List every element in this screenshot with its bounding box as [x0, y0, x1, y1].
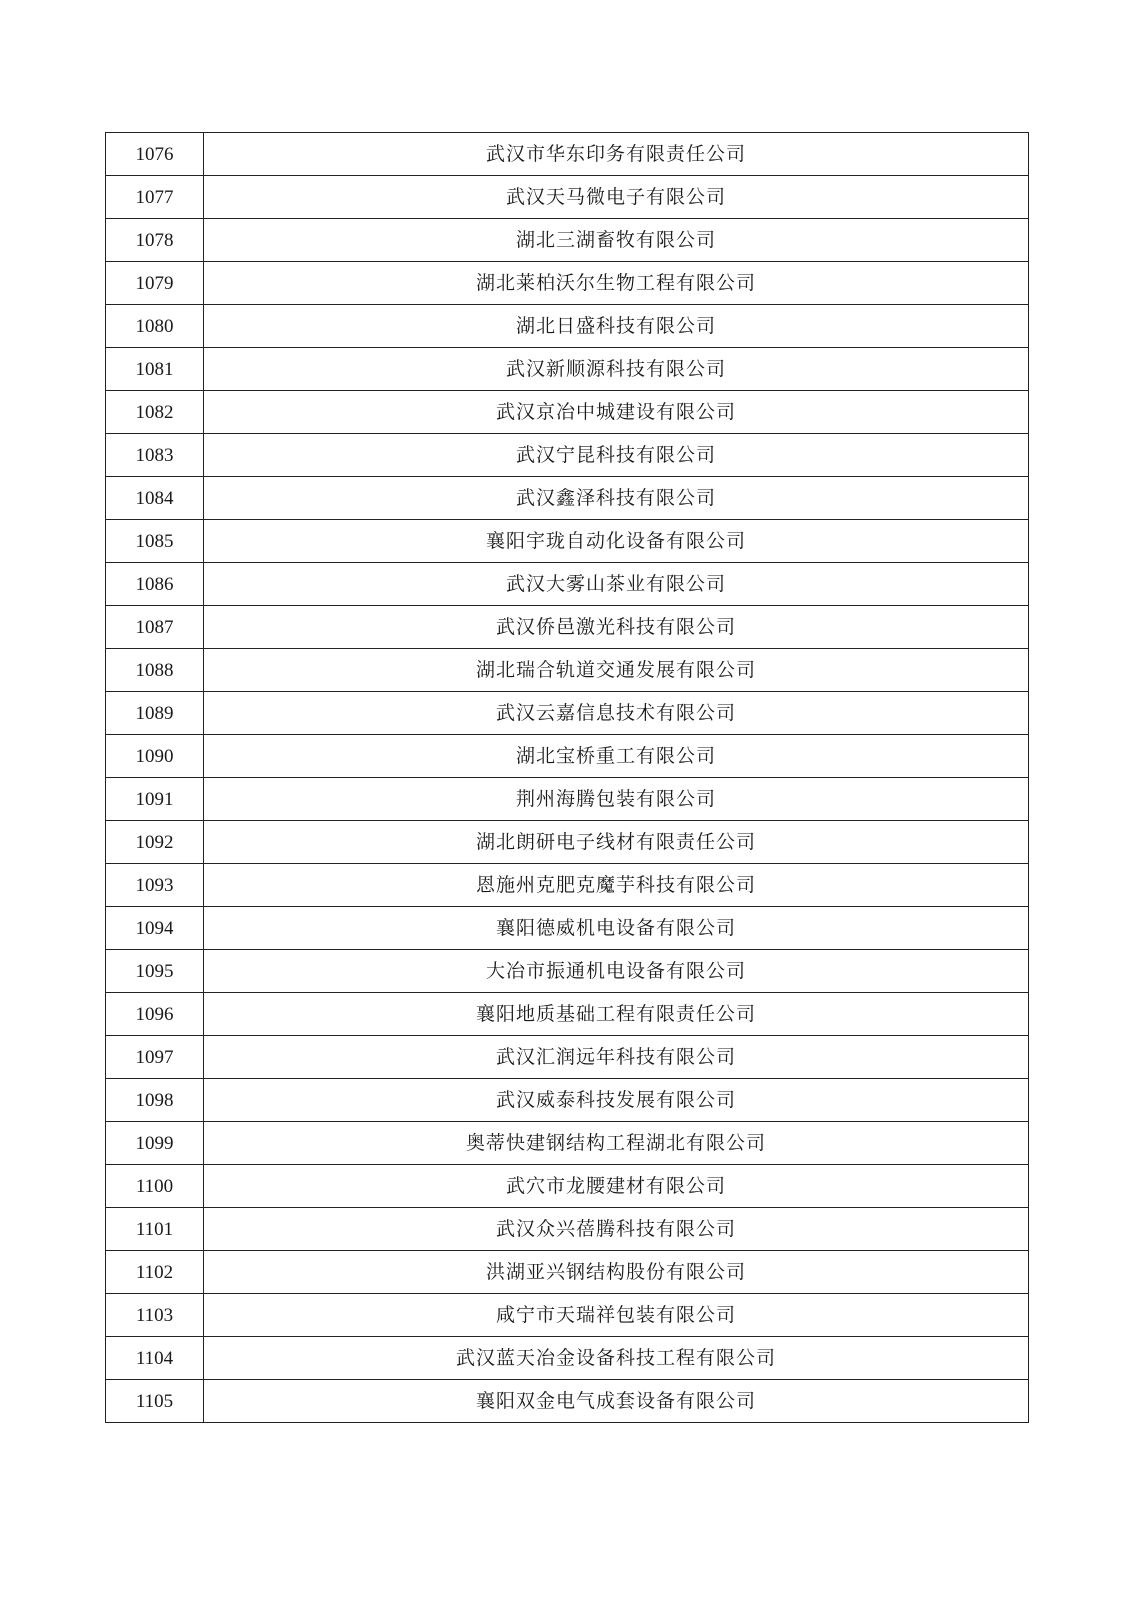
table-row	[106, 907, 1029, 950]
row-number: 1095	[106, 950, 204, 993]
row-number: 1087	[106, 606, 204, 649]
table-row	[106, 1294, 1029, 1337]
table-row	[106, 735, 1029, 778]
company-name: 武汉天马微电子有限公司	[204, 176, 1029, 219]
row-number: 1097	[106, 1036, 204, 1079]
company-name: 湖北三湖畜牧有限公司	[204, 219, 1029, 262]
company-table	[105, 132, 1029, 1423]
table-row	[106, 262, 1029, 305]
company-name: 湖北莱柏沃尔生物工程有限公司	[204, 262, 1029, 305]
row-number: 1090	[106, 735, 204, 778]
company-name: 襄阳地质基础工程有限责任公司	[204, 993, 1029, 1036]
company-name: 咸宁市天瑞祥包装有限公司	[204, 1294, 1029, 1337]
table-row	[106, 1079, 1029, 1122]
row-number: 1100	[106, 1165, 204, 1208]
table-row	[106, 391, 1029, 434]
row-number: 1078	[106, 219, 204, 262]
row-number: 1077	[106, 176, 204, 219]
company-name: 武汉蓝天冶金设备科技工程有限公司	[204, 1337, 1029, 1380]
company-name: 湖北瑞合轨道交通发展有限公司	[204, 649, 1029, 692]
company-name: 湖北朗研电子线材有限责任公司	[204, 821, 1029, 864]
row-number: 1105	[106, 1380, 204, 1423]
table-row	[106, 133, 1029, 176]
table-row	[106, 520, 1029, 563]
table-row	[106, 1122, 1029, 1165]
row-number: 1101	[106, 1208, 204, 1251]
table-row	[106, 1337, 1029, 1380]
row-number: 1092	[106, 821, 204, 864]
company-name: 武汉众兴蓓腾科技有限公司	[204, 1208, 1029, 1251]
row-number: 1103	[106, 1294, 204, 1337]
table-row	[106, 176, 1029, 219]
row-number: 1086	[106, 563, 204, 606]
company-name: 武汉云嘉信息技术有限公司	[204, 692, 1029, 735]
company-name: 襄阳德威机电设备有限公司	[204, 907, 1029, 950]
company-name: 武汉汇润远年科技有限公司	[204, 1036, 1029, 1079]
company-name: 武汉大雾山茶业有限公司	[204, 563, 1029, 606]
table-row	[106, 305, 1029, 348]
table-row	[106, 434, 1029, 477]
table-row	[106, 950, 1029, 993]
row-number: 1089	[106, 692, 204, 735]
table-row	[106, 1165, 1029, 1208]
row-number: 1082	[106, 391, 204, 434]
table-row	[106, 606, 1029, 649]
row-number: 1093	[106, 864, 204, 907]
row-number: 1102	[106, 1251, 204, 1294]
company-name: 荆州海腾包装有限公司	[204, 778, 1029, 821]
row-number: 1079	[106, 262, 204, 305]
row-number: 1080	[106, 305, 204, 348]
company-name: 恩施州克肥克魔芋科技有限公司	[204, 864, 1029, 907]
table-row	[106, 1380, 1029, 1423]
company-name: 武汉京冶中城建设有限公司	[204, 391, 1029, 434]
row-number: 1088	[106, 649, 204, 692]
row-number: 1096	[106, 993, 204, 1036]
company-name: 洪湖亚兴钢结构股份有限公司	[204, 1251, 1029, 1294]
row-number: 1076	[106, 133, 204, 176]
row-number: 1094	[106, 907, 204, 950]
company-name: 武穴市龙腰建材有限公司	[204, 1165, 1029, 1208]
company-name: 武汉鑫泽科技有限公司	[204, 477, 1029, 520]
company-name: 奥蒂快建钢结构工程湖北有限公司	[204, 1122, 1029, 1165]
row-number: 1099	[106, 1122, 204, 1165]
company-name: 武汉威泰科技发展有限公司	[204, 1079, 1029, 1122]
table-row	[106, 1208, 1029, 1251]
company-name: 武汉市华东印务有限责任公司	[204, 133, 1029, 176]
table-row	[106, 219, 1029, 262]
table-row	[106, 348, 1029, 391]
row-number: 1084	[106, 477, 204, 520]
table-row	[106, 821, 1029, 864]
row-number: 1081	[106, 348, 204, 391]
company-name: 湖北宝桥重工有限公司	[204, 735, 1029, 778]
row-number: 1104	[106, 1337, 204, 1380]
row-number: 1085	[106, 520, 204, 563]
company-name: 襄阳宇珑自动化设备有限公司	[204, 520, 1029, 563]
company-name: 武汉侨邑激光科技有限公司	[204, 606, 1029, 649]
row-number: 1091	[106, 778, 204, 821]
row-number: 1083	[106, 434, 204, 477]
table-row	[106, 1036, 1029, 1079]
table-row	[106, 993, 1029, 1036]
company-name: 湖北日盛科技有限公司	[204, 305, 1029, 348]
table-row	[106, 778, 1029, 821]
table-row	[106, 864, 1029, 907]
table-row	[106, 477, 1029, 520]
table-row	[106, 563, 1029, 606]
table-row	[106, 692, 1029, 735]
table-row	[106, 649, 1029, 692]
row-number: 1098	[106, 1079, 204, 1122]
company-name: 大冶市振通机电设备有限公司	[204, 950, 1029, 993]
company-name: 武汉新顺源科技有限公司	[204, 348, 1029, 391]
company-name: 襄阳双金电气成套设备有限公司	[204, 1380, 1029, 1423]
table-row	[106, 1251, 1029, 1294]
company-name: 武汉宁昆科技有限公司	[204, 434, 1029, 477]
